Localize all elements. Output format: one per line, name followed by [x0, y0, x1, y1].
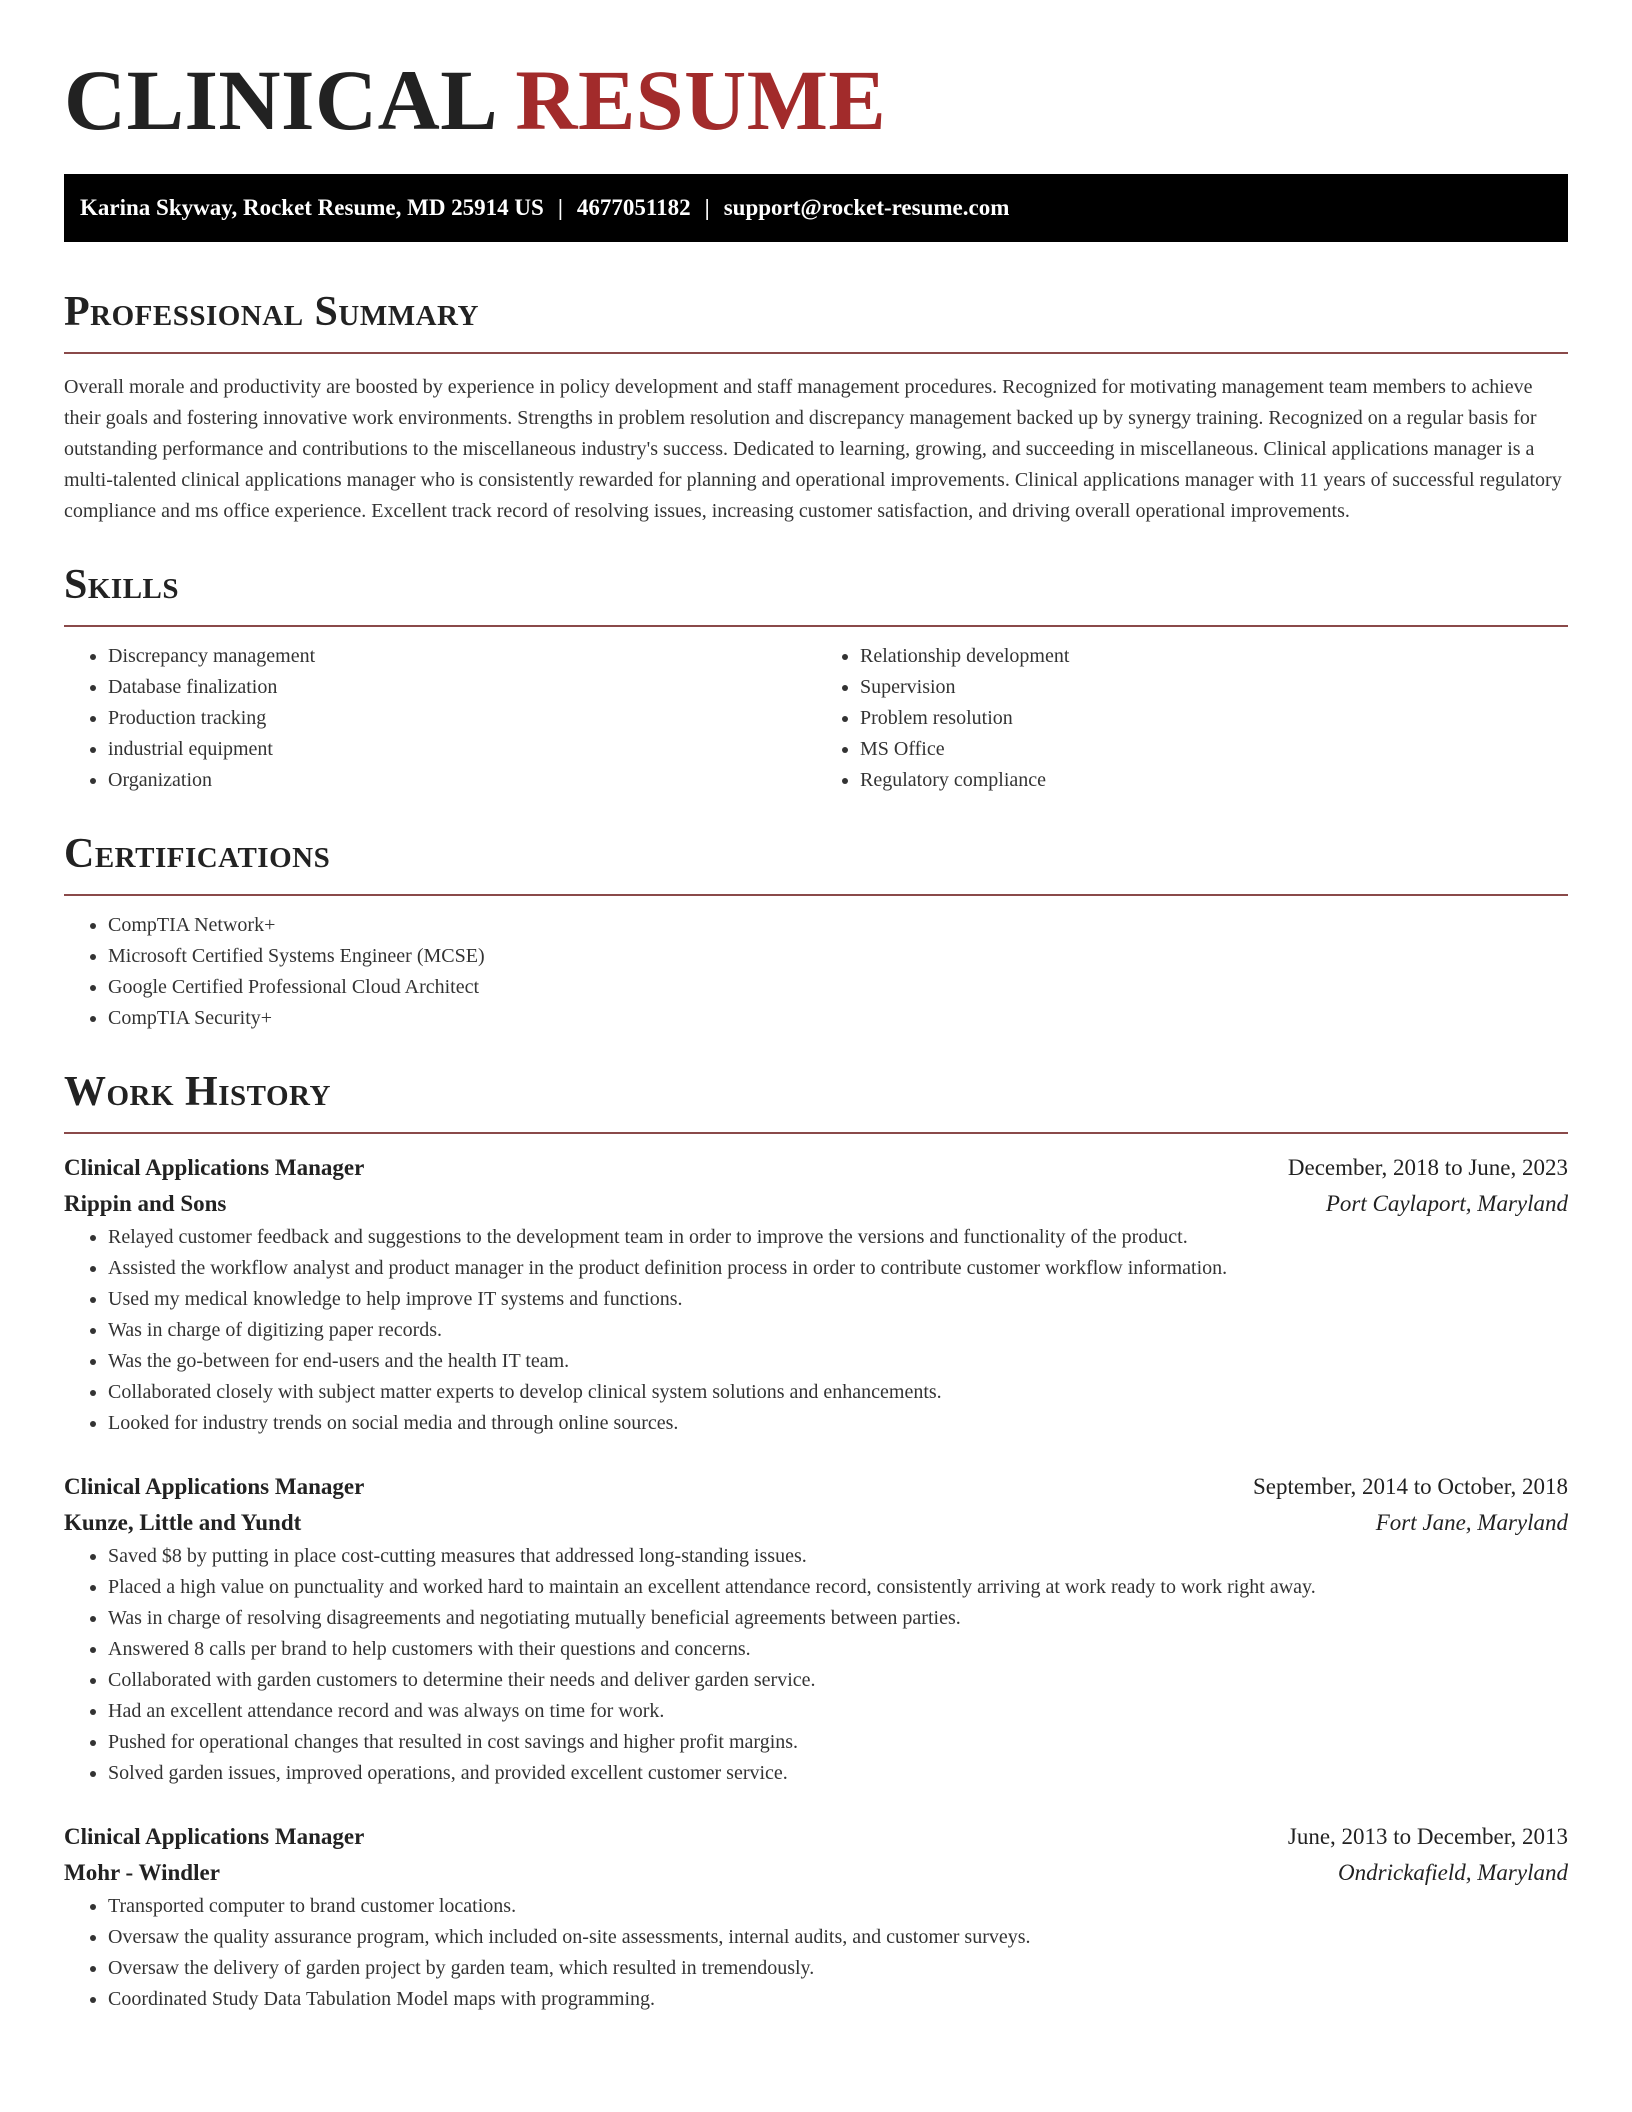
- job-header-row: [64, 1150, 1568, 1186]
- title-main: CLINICAL: [64, 52, 494, 148]
- job-entry: [64, 1150, 1568, 1439]
- job-bullet: • Relayed customer feedback and suggestions to the development team in order to improve the versions and functionality of the product.: [108, 1222, 1568, 1253]
- certifications-section: [64, 830, 1568, 1034]
- contact-address: Karina Skyway, Rocket Resume, MD 25914 US: [80, 195, 544, 220]
- job-bullet: • Coordinated Study Data Tabulation Model maps with programming.: [108, 1984, 1568, 2015]
- certifications-list: [64, 910, 1568, 1034]
- job-company: Mohr - Windler: [64, 1860, 220, 1885]
- job-header-row: [64, 1819, 1568, 1855]
- job-bullet: • Oversaw the quality assurance program, which included on-site assessments, internal audits, and customer surveys.: [108, 1922, 1568, 1953]
- job-title: Clinical Applications Manager: [64, 1474, 365, 1499]
- job-bullets: [64, 1891, 1568, 2015]
- job-bullet: • Transported computer to brand customer locations.: [108, 1891, 1568, 1922]
- job-bullet: • Used my medical knowledge to help improve IT systems and functions.: [108, 1284, 1568, 1315]
- skill-item: • Supervision: [860, 672, 1568, 703]
- job-bullet: • Solved garden issues, improved operations, and provided excellent customer service.: [108, 1758, 1568, 1789]
- work-history-section: [64, 1068, 1568, 2015]
- job-bullet: • Placed a high value on punctuality and worked hard to maintain an excellent attendance record, consistently arriving at work ready to work right away.: [108, 1572, 1568, 1603]
- job-bullet: • Was the go-between for end-users and the health IT team.: [108, 1346, 1568, 1377]
- certifications-heading: Certifications: [64, 831, 331, 877]
- section-divider: [64, 1132, 1568, 1134]
- certification-item: • Google Certified Professional Cloud Architect: [108, 972, 1568, 1003]
- summary-section: [64, 288, 1568, 527]
- title-accent: RESUME: [515, 52, 887, 148]
- contact-bar: [64, 174, 1568, 242]
- certification-item: • Microsoft Certified Systems Engineer (MCSE): [108, 941, 1568, 972]
- job-title: Clinical Applications Manager: [64, 1824, 365, 1849]
- job-bullets: [64, 1541, 1568, 1789]
- job-entry: [64, 1469, 1568, 1789]
- skills-grid: [64, 641, 1568, 796]
- contact-phone[interactable]: 4677051182: [576, 195, 691, 220]
- skills-heading: Skills: [64, 562, 180, 608]
- job-location: Fort Jane, Maryland: [1375, 1510, 1568, 1535]
- job-bullet: • Saved $8 by putting in place cost-cutting measures that addressed long-standing issues.: [108, 1541, 1568, 1572]
- job-bullet: • Was in charge of resolving disagreements and negotiating mutually beneficial agreements between parties.: [108, 1603, 1568, 1634]
- skill-item: • Regulatory compliance: [860, 765, 1568, 796]
- skill-item: • industrial equipment: [108, 734, 816, 765]
- skills-column-left: [64, 641, 816, 796]
- contact-email[interactable]: support@rocket-resume.com: [723, 195, 1010, 220]
- job-bullet: • Oversaw the delivery of garden project by garden team, which resulted in tremendously.: [108, 1953, 1568, 1984]
- summary-text: Overall morale and productivity are boosted by experience in policy development and staff management procedures. Recognized for motivating management team members to achieve their goals and fostering innovative work environments. Strengths in problem resolution and discrepancy management backed up by synergy training. Recognized on a regular basis for outstanding performance and contributions to the miscellaneous industry's success. Dedicated to learning, growing, and succeeding in miscellaneous. Clinical applications manager is a multi-talented clinical applications manager who is consistently rewarded for planning and operational improvements. Clinical applications manager with 11 years of successful regulatory compliance and ms office experience. Excellent track record of resolving issues, increasing customer satisfaction, and driving overall operational improvements.: [64, 376, 1562, 522]
- job-dates: December, 2018 to June, 2023: [1287, 1155, 1568, 1180]
- skill-item: • Database finalization: [108, 672, 816, 703]
- resume-title: [64, 0, 1568, 148]
- job-company-row: [64, 1505, 1568, 1541]
- skills-column-right: [816, 641, 1568, 796]
- certification-item: • CompTIA Security+: [108, 1003, 1568, 1034]
- job-bullet: • Had an excellent attendance record and was always on time for work.: [108, 1696, 1568, 1727]
- section-divider: [64, 625, 1568, 627]
- job-bullet: • Pushed for operational changes that resulted in cost savings and higher profit margins.: [108, 1727, 1568, 1758]
- contact-separator: |: [704, 195, 710, 220]
- section-divider: [64, 894, 1568, 896]
- job-bullet: • Looked for industry trends on social media and through online sources.: [108, 1408, 1568, 1439]
- certification-item: • CompTIA Network+: [108, 910, 1568, 941]
- job-bullet: • Assisted the workflow analyst and product manager in the product definition process in order to contribute customer workflow information.: [108, 1253, 1568, 1284]
- job-company-row: [64, 1186, 1568, 1222]
- job-company-row: [64, 1855, 1568, 1891]
- job-entry: [64, 1819, 1568, 2015]
- skill-item: • Problem resolution: [860, 703, 1568, 734]
- skills-list-left: [64, 641, 816, 796]
- section-divider: [64, 352, 1568, 354]
- job-bullet: • Collaborated closely with subject matter experts to develop clinical system solutions and enhancements.: [108, 1377, 1568, 1408]
- job-bullet: • Was in charge of digitizing paper records.: [108, 1315, 1568, 1346]
- skill-item: • Relationship development: [860, 641, 1568, 672]
- contact-separator: |: [557, 195, 563, 220]
- job-header-row: [64, 1469, 1568, 1505]
- job-dates: September, 2014 to October, 2018: [1253, 1474, 1568, 1499]
- job-bullets: [64, 1222, 1568, 1439]
- job-bullet: • Answered 8 calls per brand to help customers with their questions and concerns.: [108, 1634, 1568, 1665]
- skills-section: [64, 561, 1568, 796]
- job-location: Port Caylaport, Maryland: [1325, 1191, 1568, 1216]
- work-history-heading: Work History: [64, 1069, 331, 1115]
- summary-heading: Professional Summary: [64, 289, 479, 335]
- job-title: Clinical Applications Manager: [64, 1155, 365, 1180]
- skill-item: • Organization: [108, 765, 816, 796]
- skill-item: • MS Office: [860, 734, 1568, 765]
- skill-item: • Production tracking: [108, 703, 816, 734]
- skills-list-right: [816, 641, 1568, 796]
- job-company: Rippin and Sons: [64, 1191, 227, 1216]
- job-bullet: • Collaborated with garden customers to determine their needs and deliver garden service.: [108, 1665, 1568, 1696]
- skill-item: • Discrepancy management: [108, 641, 816, 672]
- job-company: Kunze, Little and Yundt: [64, 1510, 302, 1535]
- job-location: Ondrickafield, Maryland: [1338, 1860, 1568, 1885]
- job-dates: June, 2013 to December, 2013: [1287, 1824, 1568, 1849]
